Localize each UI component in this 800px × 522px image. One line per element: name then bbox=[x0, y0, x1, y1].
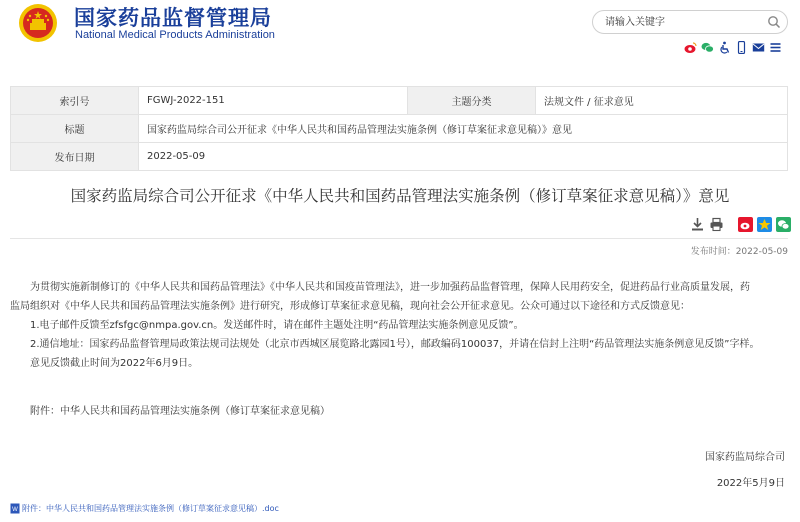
feedback-item-mail: 2.通信地址：国家药品监督管理局政策法规司法规处（北京市西城区展览路北露园1号），邮政编码100037，并请在信封上注明“药品管理法实施条例意见反馈”字样。 bbox=[30, 339, 760, 350]
publish-time: 发布时间：2022-05-09 bbox=[690, 247, 788, 257]
svg-text:W: W bbox=[12, 507, 18, 513]
header-toolbar bbox=[684, 38, 782, 52]
mail-icon[interactable] bbox=[752, 39, 765, 52]
date-value: 2022-05-09 bbox=[139, 143, 788, 171]
wechat-icon[interactable] bbox=[701, 39, 714, 52]
site-title-en[interactable]: National Medical Products Administration bbox=[75, 29, 275, 41]
metadata-table bbox=[10, 86, 788, 171]
menu-icon[interactable] bbox=[769, 39, 782, 52]
weibo-icon[interactable] bbox=[684, 39, 697, 52]
download-icon[interactable] bbox=[690, 217, 705, 232]
article-title: 国家药监局综合司公开征求《中华人民共和国药品管理法实施条例（修订草案征求意见稿）》意见 bbox=[70, 187, 730, 205]
title-value: 国家药监局综合司公开征求《中华人民共和国药品管理法实施条例（修订草案征求意见稿）》意见 bbox=[139, 115, 788, 143]
signature-block bbox=[705, 445, 785, 497]
attachment-link[interactable] bbox=[10, 503, 279, 514]
attachment-link-text[interactable]: 附件：中华人民共和国药品管理法实施条例（修订草案征求意见稿）.doc bbox=[22, 504, 279, 513]
search-input[interactable] bbox=[605, 14, 755, 30]
article-body bbox=[10, 278, 788, 373]
table-row bbox=[11, 87, 788, 115]
date-label: 发布日期 bbox=[11, 143, 139, 171]
index-label: 索引号 bbox=[11, 87, 139, 115]
feedback-item-email: 1.电子邮件反馈至zfsfgc@nmpa.gov.cn。发送邮件时，请在邮件主题处注明“药品管理法实施条例意见反馈”。 bbox=[30, 320, 524, 331]
site-header bbox=[0, 0, 800, 62]
paragraph-intro-line2: 监局组织对《中华人民共和国药品管理法实施条例》进行研究，形成修订草案征求意见稿，现向社会公开征求意见。公众可通过以下途径和方式反馈意见： bbox=[10, 301, 690, 312]
title-label: 标题 bbox=[11, 115, 139, 143]
signature-org: 国家药监局综合司 bbox=[705, 452, 785, 463]
paragraph-intro-line1: 为贯彻实施新制修订的《中华人民共和国药品管理法》《中华人民共和国疫苗管理法》，进一步加强药品监督管理，保障人民用药安全，促进药品行业高质量发展，药 bbox=[30, 282, 750, 293]
search-icon[interactable] bbox=[767, 15, 781, 29]
search-box bbox=[592, 10, 788, 34]
category-label: 主题分类 bbox=[408, 87, 536, 115]
doc-file-icon bbox=[10, 503, 20, 514]
divider bbox=[10, 238, 788, 239]
index-value: FGWJ-2022-151 bbox=[139, 87, 408, 115]
share-wechat-icon[interactable] bbox=[776, 217, 791, 232]
accessibility-icon[interactable] bbox=[718, 39, 731, 52]
mobile-icon[interactable] bbox=[735, 39, 748, 52]
signature-date: 2022年5月9日 bbox=[716, 478, 785, 489]
print-icon[interactable] bbox=[709, 217, 724, 232]
site-title-zh[interactable]: 国家药品监督管理局 bbox=[74, 6, 272, 30]
share-toolbar bbox=[690, 217, 791, 232]
table-row bbox=[11, 143, 788, 171]
category-value: 法规文件 / 征求意见 bbox=[536, 87, 788, 115]
deadline-text: 意见反馈截止时间为2022年6月9日。 bbox=[30, 358, 199, 369]
share-weibo-icon[interactable] bbox=[738, 217, 753, 232]
national-emblem-icon bbox=[18, 3, 58, 43]
table-row bbox=[11, 115, 788, 143]
attachment-note: 附件：中华人民共和国药品管理法实施条例（修订草案征求意见稿） bbox=[30, 406, 330, 417]
share-qzone-icon[interactable] bbox=[757, 217, 772, 232]
